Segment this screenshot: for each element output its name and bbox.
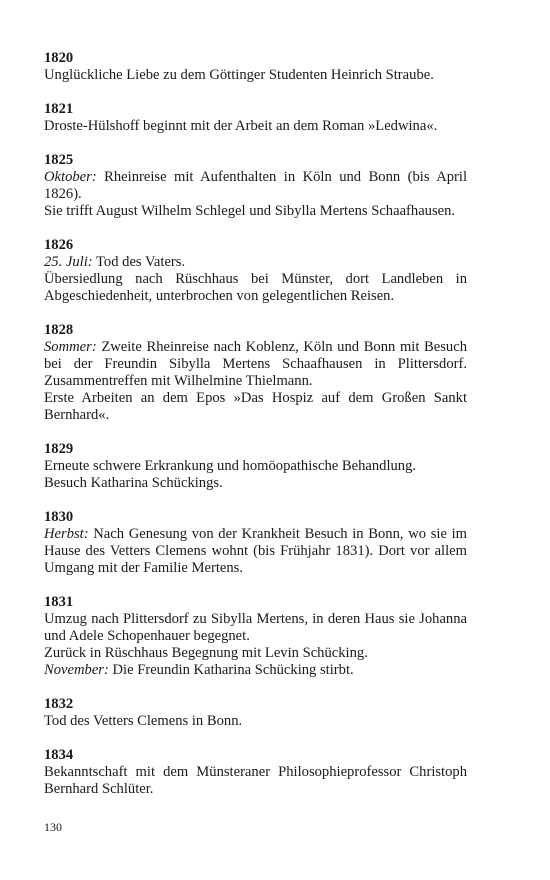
entry-text: Zurück in Rüschhaus Begegnung mit Levin Schücking. <box>44 645 368 661</box>
entry-paragraph <box>44 662 467 679</box>
entry-1828 <box>44 322 467 424</box>
entry-year: 1834 <box>44 747 74 763</box>
entry-text: Erneute schwere Erkrankung und homöopathische Behandlung. <box>44 458 417 474</box>
entry-paragraph <box>44 271 467 305</box>
entry-text: Droste-Hülshoff beginnt mit der Arbeit an dem Roman »Ledwina«. <box>44 118 438 134</box>
entry-year: 1831 <box>44 594 74 610</box>
entry-date-label: Sommer: <box>44 339 97 355</box>
entry-paragraph <box>44 339 467 390</box>
entry-paragraph <box>44 645 467 662</box>
entry-text: Nach Genesung von der Krankheit Besuch in Bonn, wo sie im Hause des Vetters Clemens wohnt (bis Frühjahr 1831). Dort vor allem Umgang mit der Familie Mertens. <box>44 526 467 576</box>
entry-year: 1828 <box>44 322 74 338</box>
entry-paragraph <box>44 203 467 220</box>
entry-date-label: Herbst: <box>44 526 89 542</box>
entry-date-label: 25. Juli: <box>44 254 93 270</box>
entry-paragraph <box>44 475 467 492</box>
entry-year: 1821 <box>44 101 74 117</box>
entry-text: Besuch Katharina Schückings. <box>44 475 223 491</box>
entry-paragraph <box>44 611 467 645</box>
entry-year: 1829 <box>44 441 74 457</box>
entry-text: Bekanntschaft mit dem Münsteraner Philosophieprofessor Christoph Bernhard Schlüter. <box>44 764 467 797</box>
entry-year: 1820 <box>44 50 74 66</box>
entry-date-label: November: <box>44 662 109 678</box>
chronology-page <box>44 50 467 815</box>
entry-text: Erste Arbeiten an dem Epos »Das Hospiz auf dem Großen Sankt Bernhard«. <box>44 390 467 423</box>
page-number: 130 <box>44 820 62 834</box>
entry-1825 <box>44 152 467 220</box>
entry-1820 <box>44 50 467 84</box>
entry-text: Sie trifft August Wilhelm Schlegel und Sibylla Mertens Schaafhausen. <box>44 203 456 219</box>
entry-paragraph <box>44 254 467 271</box>
entry-text: Umzug nach Plittersdorf zu Sibylla Mertens, in deren Haus sie Johanna und Adele Schopenhauer begegnet. <box>44 611 467 644</box>
entry-year: 1830 <box>44 509 74 525</box>
entry-text: Die Freundin Katharina Schücking stirbt. <box>108 662 354 678</box>
entry-paragraph <box>44 390 467 424</box>
entry-paragraph <box>44 764 467 798</box>
entry-1821 <box>44 101 467 135</box>
entry-paragraph <box>44 118 467 135</box>
entry-text: Rheinreise mit Aufenthalten in Köln und Bonn (bis April 1826). <box>44 169 467 202</box>
entry-text: Unglückliche Liebe zu dem Göttinger Studenten Heinrich Straube. <box>44 67 434 83</box>
entry-text: Tod des Vetters Clemens in Bonn. <box>44 713 243 729</box>
entry-1832 <box>44 696 467 730</box>
entry-paragraph <box>44 458 467 475</box>
entry-year: 1832 <box>44 696 74 712</box>
entry-paragraph <box>44 713 467 730</box>
entry-1826 <box>44 237 467 305</box>
entry-1830 <box>44 509 467 577</box>
entry-year: 1826 <box>44 237 74 253</box>
entry-year: 1825 <box>44 152 74 168</box>
entry-1829 <box>44 441 467 492</box>
entry-1834 <box>44 747 467 798</box>
entry-text: Tod des Vaters. <box>92 254 186 270</box>
entry-paragraph <box>44 169 467 203</box>
entry-text: Zweite Rheinreise nach Koblenz, Köln und Bonn mit Besuch bei der Freundin Sibylla Mertens Schaafhausen in Plittersdorf. Zusammentreffen mit Wilhelmine Thielmann. <box>44 339 467 389</box>
entry-paragraph <box>44 526 467 577</box>
entry-1831 <box>44 594 467 679</box>
entry-text: Übersiedlung nach Rüschhaus bei Münster, dort Landleben in Abgeschiedenheit, unterbrochen von gelegentlichen Reisen. <box>44 271 467 304</box>
entry-paragraph <box>44 67 467 84</box>
entry-date-label: Oktober: <box>44 169 97 185</box>
